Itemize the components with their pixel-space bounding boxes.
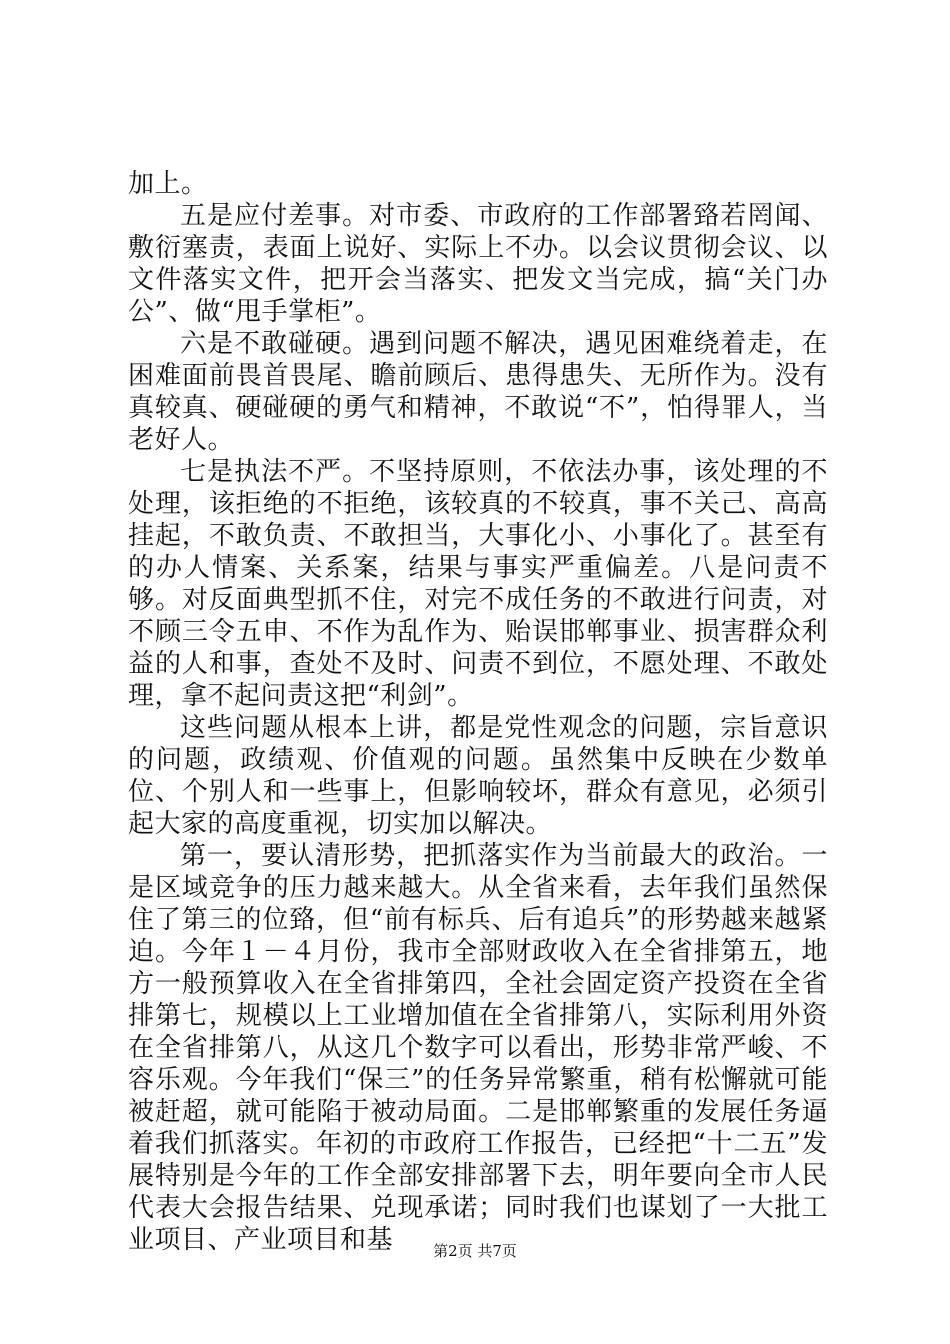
paragraph-point-six: 六是不敢碰硬。遇到问题不解决，遇见困难绕着走，在困难面前畏首畏尾、瞻前顾后、患得患失、无所作为。没有真较真、硬碰硬的勇气和精神，不敢说“不”，怕得罪人，当老好人。 — [128, 329, 828, 455]
document-body — [128, 168, 828, 1256]
paragraph-summary: 这些问题从根本上讲，都是党性观念的问题，宗旨意识的问题，政绩观、价值观的问题。虽然集中反映在少数单位、个别人和一些事上，但影响较坏，群众有意见，必须引起大家的高度重视，切实加以解决。 — [128, 713, 828, 839]
paragraph-first-section: 第一，要认清形势，把抓落实作为当前最大的政治。一是区域竞争的压力越来越大。从全省来看，去年我们虽然保住了第三的位臵，但“前有标兵、后有追兵”的形势越来越紧迫。今年１－４月份，我市全部财政收入在全省排第五，地方一般预算收入在全省排第四，全社会固定资产投资在全省排第七，规模以上工业增加值在全省排第八，实际利用外资在全省排第八，从这几个数字可以看出，形势非常严峻、不容乐观。今年我们“保三”的任务异常繁重，稍有松懈就可能被赶超，就可能陷于被动局面。二是邯郸繁重的发展任务逼着我们抓落实。年初的市政府工作报告，已经把“十二五”发展特别是今年的工作全部安排部署下去，明年要向全市人民代表大会报告结果、兑现承诺；同时我们也谋划了一大批工业项目、产业项目和基 — [128, 841, 828, 1255]
paragraph-point-seven-eight: 七是执法不严。不坚持原则，不依法办事，该处理的不处理，该拒绝的不拒绝，该较真的不较真，事不关己、高高挂起，不敢负责、不敢担当，大事化小、小事化了。甚至有的办人情案、关系案，结果与事实严重偏差。八是问责不够。对反面典型抓不住，对完不成任务的不敢进行问责，对不顾三令五申、不作为乱作为、贻误邯郸事业、损害群众利益的人和事，查处不及时、问责不到位，不愿处理、不敢处理，拿不起问责这把“利剑”。 — [128, 457, 828, 711]
page-footer: 第2页 共7页 — [433, 1242, 517, 1260]
paragraph-continuation: 加上。 — [128, 169, 208, 199]
paragraph-point-five: 五是应付差事。对市委、市政府的工作部署臵若罔闻、敷衍塞责，表面上说好、实际上不办。以会议贯彻会议、以文件落实文件，把开会当落实、把发文当完成，搞“关门办公”、做“甩手掌柜”。 — [128, 201, 828, 327]
